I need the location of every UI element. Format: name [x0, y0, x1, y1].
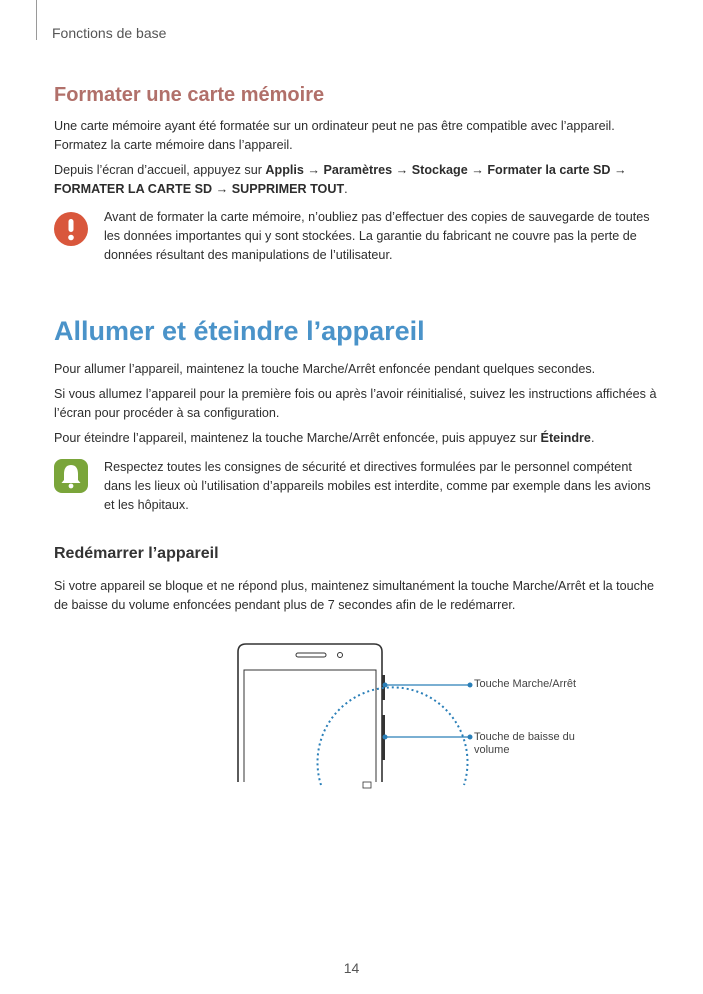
caution-bell-icon: [54, 459, 88, 493]
header-section-title: Fonctions de base: [52, 25, 167, 41]
warning-icon: [54, 212, 88, 246]
bold-option-eteindre: Éteindre: [540, 431, 591, 445]
path-step: Formater la carte SD: [487, 163, 611, 177]
phone-diagram: [230, 640, 610, 790]
path-step: Applis: [265, 163, 304, 177]
paragraph-sd-compat: Une carte mémoire ayant été formatée sur un ordinateur peut ne pas être compatible avec l’appareil. Formatez la carte mémoire dans l’appareil.: [54, 119, 615, 152]
section-title-format-sd: Formater une carte mémoire: [54, 84, 325, 106]
device-illustration: [230, 640, 610, 790]
paragraph-restart: Si votre appareil se bloque et ne répond plus, maintenez simultanément la touche Marche/Arrêt et la touche de baisse du volume enfoncées pendant plus de 7 secondes afin de le redémarrer.: [54, 579, 654, 612]
paragraph-power-off: Pour éteindre l’appareil, maintenez la touche Marche/Arrêt enfoncée, puis appuyez sur Éteindre.: [54, 431, 595, 445]
paragraph-first-start: Si vous allumez l’appareil pour la première fois ou après l’avoir réinitialisé, suivez les instructions affichées à l’écran pour procéder à sa configuration.: [54, 387, 657, 420]
caution-note-text: Respectez toutes les consignes de sécurité et directives formulées par le personnel compétent dans les lieux où l’utilisation d’appareils mobiles est interdite, comme par exemple dans les avions et les hôpitaux.: [104, 460, 651, 512]
page-number: 14: [343, 960, 360, 976]
bell-glyph: [54, 459, 88, 493]
callout-volume-down-key: Touche de baisse du volume: [474, 731, 575, 756]
exclamation-glyph: [54, 212, 88, 246]
path-step: Paramètres: [323, 163, 393, 177]
section-title-power: Allumer et éteindre l’appareil: [54, 316, 425, 346]
callout-power-key: Touche Marche/Arrêt: [474, 678, 577, 690]
path-step: SUPPRIMER TOUT: [231, 182, 345, 196]
path-step: Stockage: [411, 163, 468, 177]
paragraph-power-on: Pour allumer l’appareil, maintenez la touche Marche/Arrêt enfoncée pendant quelques secondes.: [54, 362, 596, 376]
paragraph-sd-instructions: Depuis l’écran d’accueil, appuyez sur Applis → Paramètres → Stockage → Formater la carte SD → FORMATER LA CARTE SD → SUPPRIMER TOUT.: [54, 163, 627, 196]
header-rule: [36, 0, 37, 40]
subsection-title-restart: Redémarrer l’appareil: [54, 545, 219, 562]
path-step: FORMATER LA CARTE SD: [54, 182, 213, 196]
warning-note-text: Avant de formater la carte mémoire, n’oubliez pas d’effectuer des copies de sauvegarde de toutes les données importantes qui y sont stockées. La garantie du fabricant ne couvre pas la perte de données résultant des manipulations de l’utilisateur.: [104, 210, 650, 262]
